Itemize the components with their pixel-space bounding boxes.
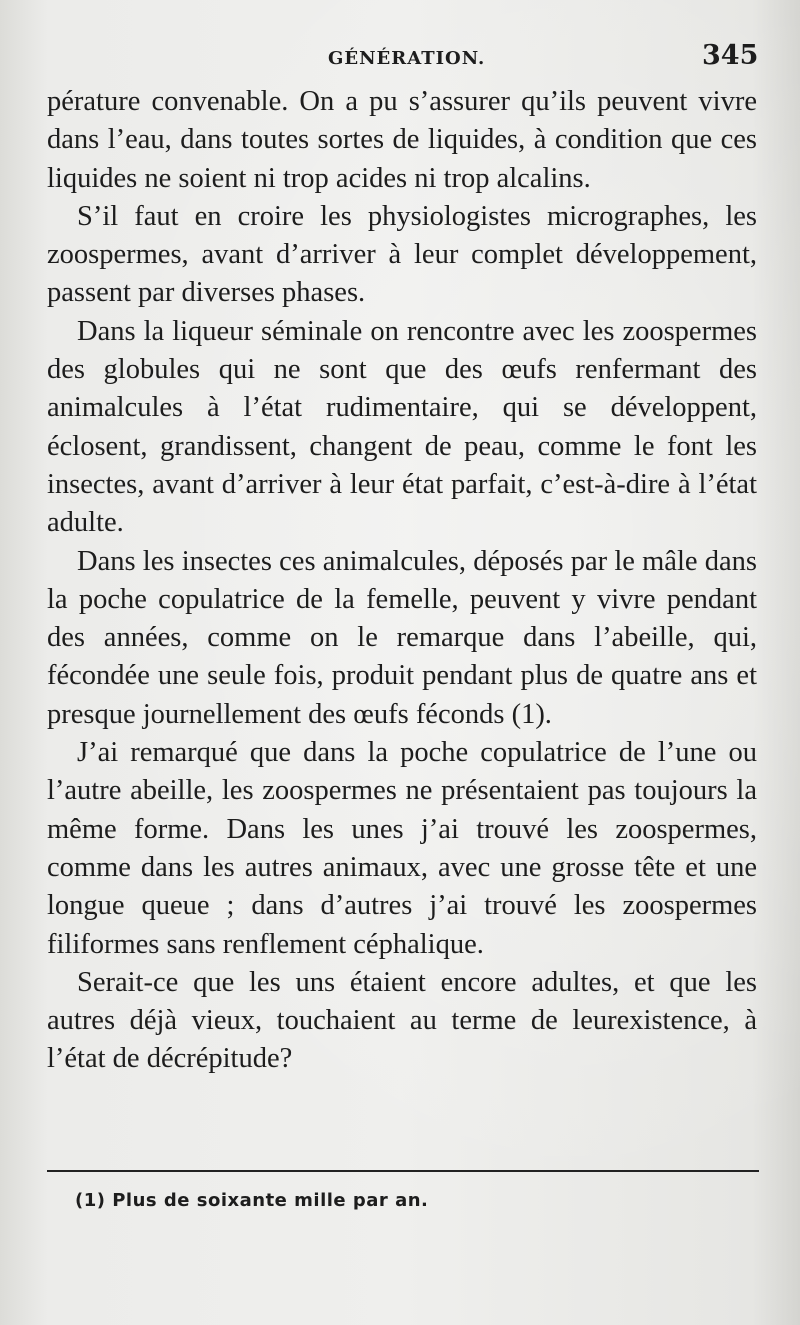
paragraph: Serait-ce que les uns étaient encore adultes, et que les autres déjà vieux, touchaient au terme de leurexistence, à l’état de décrépitude? <box>47 966 757 1075</box>
paragraph: Dans la liqueur séminale on rencontre avec les zoospermes des globules qui ne sont que des œufs renfermant des animalcules à l’état rudimentaire, qui se développent, éclosent, grandissent, changent de peau, comme le font les insectes, avant d’arriver à leur état parfait, c’est-à-dire à l’état adulte. <box>47 315 757 539</box>
paragraph: J’ai remarqué que dans la poche copulatrice de l’une ou l’autre abeille, les zoospermes ne présentaient pas toujours la même forme. Dans les unes j’ai trouvé les zoospermes, comme dans les autres animaux, avec une grosse tête et une longue queue ; dans d’autres j’ai trouvé les zoospermes filiformes sans renflement céphalique. <box>47 737 757 960</box>
paragraph-continuation: pérature convenable. On a pu s’assurer qu’ils peuvent vivre dans l’eau, dans toutes sortes de liquides, à condition que ces liquides ne soient ni trop acides ni trop alcalins. <box>47 86 757 194</box>
paragraph: S’il faut en croire les physiologistes micrographes, les zoospermes, avant d’arriver à leur complet développement, passent par diverses phases. <box>47 200 757 309</box>
running-head <box>0 40 800 76</box>
page-number: 345 <box>702 40 759 71</box>
running-title: GÉNÉRATION. <box>328 48 486 69</box>
paragraph: Dans les insectes ces animalcules, déposés par le mâle dans la poche copulatrice de la femelle, peuvent y vivre pendant des années, comme on le remarque dans l’abeille, qui, fécondée une seule fois, produit pendant plus de quatre ans et presque journellement des œufs féconds (1). <box>47 545 757 730</box>
footnote: (1) Plus de soixante mille par an. <box>75 1190 429 1211</box>
footnote-rule <box>47 1170 759 1172</box>
body-text <box>47 83 757 1079</box>
